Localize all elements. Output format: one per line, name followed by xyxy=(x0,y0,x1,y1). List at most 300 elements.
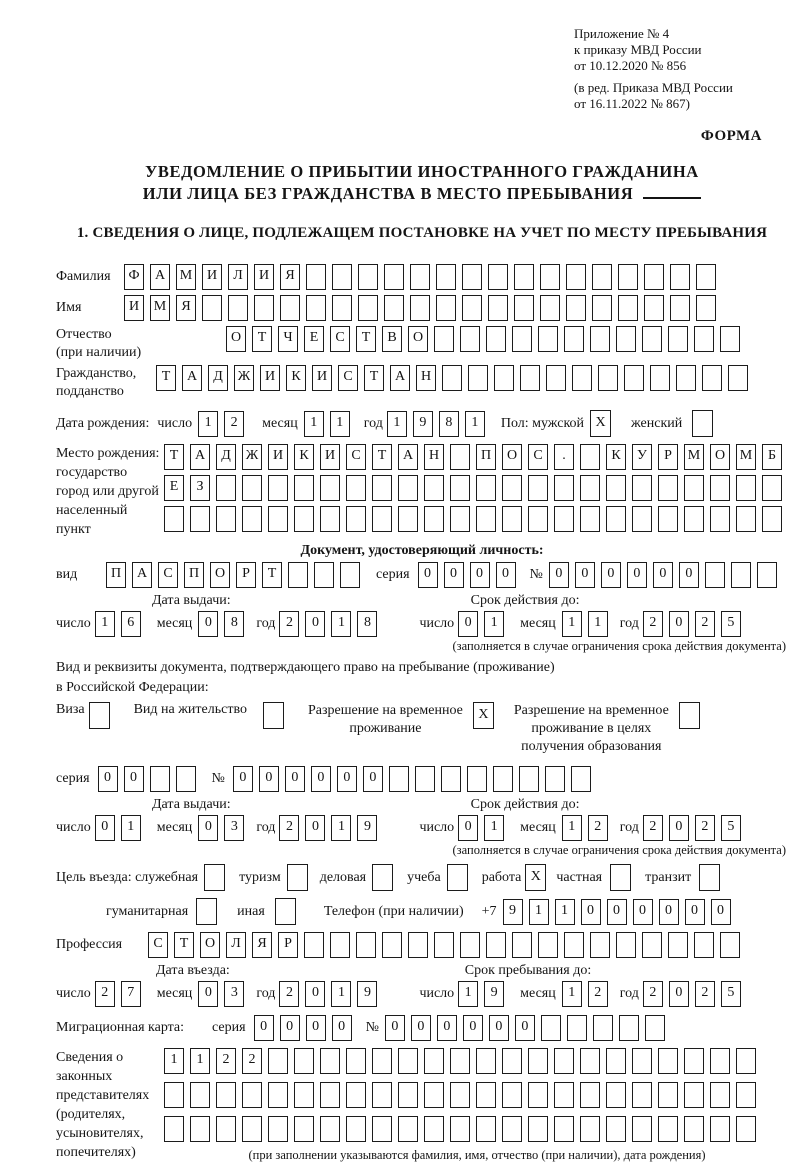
char-box[interactable] xyxy=(254,295,274,321)
char-box[interactable]: Т xyxy=(164,444,184,470)
char-box[interactable] xyxy=(592,295,612,321)
char-box[interactable] xyxy=(242,506,262,532)
char-box[interactable]: 9 xyxy=(357,815,377,841)
char-box[interactable]: 0 xyxy=(198,611,218,637)
char-box[interactable]: 9 xyxy=(484,981,504,1007)
char-box[interactable] xyxy=(294,475,314,501)
char-box[interactable] xyxy=(150,766,170,792)
purpose-transit-checkbox[interactable] xyxy=(699,864,720,891)
char-box[interactable] xyxy=(164,1082,184,1108)
purpose-private-checkbox[interactable] xyxy=(610,864,631,891)
char-box[interactable]: 2 xyxy=(695,981,715,1007)
char-box[interactable] xyxy=(592,264,612,290)
char-box[interactable] xyxy=(164,506,184,532)
char-box[interactable]: 0 xyxy=(496,562,516,588)
char-box[interactable] xyxy=(268,1116,288,1142)
char-box[interactable]: Я xyxy=(280,264,300,290)
char-box[interactable]: 0 xyxy=(337,766,357,792)
char-box[interactable] xyxy=(545,766,565,792)
char-box[interactable]: 1 xyxy=(562,611,582,637)
char-box[interactable]: 1 xyxy=(121,815,141,841)
char-box[interactable] xyxy=(320,506,340,532)
char-box[interactable] xyxy=(502,1116,522,1142)
char-box[interactable]: 8 xyxy=(357,611,377,637)
char-box[interactable]: 2 xyxy=(643,815,663,841)
char-box[interactable]: Л xyxy=(226,932,246,958)
char-box[interactable] xyxy=(320,1082,340,1108)
char-box[interactable]: 8 xyxy=(439,411,459,437)
char-box[interactable]: В xyxy=(382,326,402,352)
char-box[interactable]: 2 xyxy=(643,981,663,1007)
char-box[interactable] xyxy=(710,1082,730,1108)
char-box[interactable] xyxy=(564,932,584,958)
char-box[interactable] xyxy=(598,365,618,391)
char-box[interactable]: 1 xyxy=(164,1048,184,1074)
female-checkbox[interactable] xyxy=(692,410,713,437)
char-box[interactable]: М xyxy=(176,264,196,290)
char-box[interactable] xyxy=(538,326,558,352)
char-box[interactable]: 5 xyxy=(721,611,741,637)
char-box[interactable]: А xyxy=(132,562,152,588)
char-box[interactable] xyxy=(670,264,690,290)
char-box[interactable] xyxy=(346,1116,366,1142)
char-box[interactable]: И xyxy=(254,264,274,290)
char-box[interactable]: 0 xyxy=(463,1015,483,1041)
char-box[interactable] xyxy=(164,1116,184,1142)
char-box[interactable]: 0 xyxy=(306,1015,326,1041)
char-box[interactable] xyxy=(736,506,756,532)
char-box[interactable] xyxy=(502,1082,522,1108)
char-box[interactable] xyxy=(216,475,236,501)
char-box[interactable]: 0 xyxy=(95,815,115,841)
char-box[interactable]: 0 xyxy=(385,1015,405,1041)
char-box[interactable]: 0 xyxy=(470,562,490,588)
char-box[interactable] xyxy=(606,1116,626,1142)
char-box[interactable] xyxy=(540,295,560,321)
char-box[interactable] xyxy=(540,264,560,290)
purpose-business-checkbox[interactable] xyxy=(372,864,393,891)
char-box[interactable]: Т xyxy=(356,326,376,352)
char-box[interactable]: 0 xyxy=(575,562,595,588)
char-box[interactable] xyxy=(616,326,636,352)
char-box[interactable]: 7 xyxy=(121,981,141,1007)
char-box[interactable]: 2 xyxy=(216,1048,236,1074)
char-box[interactable]: Я xyxy=(252,932,272,958)
char-box[interactable] xyxy=(372,475,392,501)
char-box[interactable] xyxy=(441,766,461,792)
char-box[interactable]: 0 xyxy=(254,1015,274,1041)
char-box[interactable] xyxy=(668,932,688,958)
char-box[interactable]: Р xyxy=(236,562,256,588)
char-box[interactable]: 1 xyxy=(304,411,324,437)
char-box[interactable]: 0 xyxy=(411,1015,431,1041)
char-box[interactable]: А xyxy=(390,365,410,391)
char-box[interactable]: 1 xyxy=(562,815,582,841)
char-box[interactable] xyxy=(294,1048,314,1074)
char-box[interactable] xyxy=(528,1048,548,1074)
char-box[interactable] xyxy=(720,326,740,352)
char-box[interactable]: У xyxy=(632,444,652,470)
char-box[interactable]: 0 xyxy=(669,815,689,841)
char-box[interactable]: 9 xyxy=(503,899,523,925)
char-box[interactable]: 1 xyxy=(331,981,351,1007)
char-box[interactable]: 0 xyxy=(285,766,305,792)
char-box[interactable] xyxy=(304,932,324,958)
char-box[interactable]: 1 xyxy=(588,611,608,637)
char-box[interactable] xyxy=(314,562,334,588)
char-box[interactable] xyxy=(702,365,722,391)
char-box[interactable] xyxy=(668,326,688,352)
char-box[interactable] xyxy=(710,1116,730,1142)
char-box[interactable]: 0 xyxy=(418,562,438,588)
char-box[interactable]: 2 xyxy=(695,611,715,637)
char-box[interactable] xyxy=(346,1082,366,1108)
char-box[interactable] xyxy=(190,1082,210,1108)
char-box[interactable] xyxy=(320,475,340,501)
char-box[interactable]: 2 xyxy=(279,611,299,637)
char-box[interactable] xyxy=(616,932,636,958)
char-box[interactable]: И xyxy=(320,444,340,470)
char-box[interactable]: 8 xyxy=(224,611,244,637)
char-box[interactable]: Н xyxy=(416,365,436,391)
char-box[interactable]: 9 xyxy=(357,981,377,1007)
char-box[interactable]: Л xyxy=(228,264,248,290)
char-box[interactable] xyxy=(528,475,548,501)
char-box[interactable]: 1 xyxy=(331,611,351,637)
char-box[interactable] xyxy=(728,365,748,391)
char-box[interactable] xyxy=(488,295,508,321)
char-box[interactable]: Н xyxy=(424,444,444,470)
char-box[interactable]: 1 xyxy=(484,611,504,637)
char-box[interactable] xyxy=(216,506,236,532)
char-box[interactable] xyxy=(606,1048,626,1074)
char-box[interactable]: 1 xyxy=(95,611,115,637)
char-box[interactable]: Ф xyxy=(124,264,144,290)
char-box[interactable]: А xyxy=(150,264,170,290)
char-box[interactable]: 0 xyxy=(305,815,325,841)
char-box[interactable] xyxy=(528,506,548,532)
char-box[interactable] xyxy=(624,365,644,391)
char-box[interactable]: Т xyxy=(252,326,272,352)
char-box[interactable]: 0 xyxy=(711,899,731,925)
char-box[interactable] xyxy=(228,295,248,321)
char-box[interactable] xyxy=(580,506,600,532)
char-box[interactable]: С xyxy=(158,562,178,588)
char-box[interactable]: 2 xyxy=(279,981,299,1007)
char-box[interactable] xyxy=(190,506,210,532)
char-box[interactable] xyxy=(606,1082,626,1108)
char-box[interactable] xyxy=(467,766,487,792)
char-box[interactable]: 0 xyxy=(489,1015,509,1041)
char-box[interactable] xyxy=(460,932,480,958)
char-box[interactable] xyxy=(486,932,506,958)
char-box[interactable] xyxy=(757,562,777,588)
char-box[interactable] xyxy=(216,1082,236,1108)
char-box[interactable] xyxy=(684,1116,704,1142)
char-box[interactable] xyxy=(644,295,664,321)
char-box[interactable]: 2 xyxy=(95,981,115,1007)
char-box[interactable]: 0 xyxy=(98,766,118,792)
char-box[interactable]: Б xyxy=(762,444,782,470)
char-box[interactable]: 0 xyxy=(280,1015,300,1041)
char-box[interactable] xyxy=(280,295,300,321)
char-box[interactable] xyxy=(642,326,662,352)
char-box[interactable] xyxy=(398,475,418,501)
char-box[interactable] xyxy=(572,365,592,391)
char-box[interactable] xyxy=(415,766,435,792)
char-box[interactable] xyxy=(476,1082,496,1108)
char-box[interactable] xyxy=(571,766,591,792)
char-box[interactable]: Т xyxy=(156,365,176,391)
char-box[interactable] xyxy=(450,444,470,470)
char-box[interactable] xyxy=(642,932,662,958)
char-box[interactable]: К xyxy=(286,365,306,391)
char-box[interactable] xyxy=(356,932,376,958)
char-box[interactable] xyxy=(731,562,751,588)
char-box[interactable] xyxy=(519,766,539,792)
char-box[interactable] xyxy=(398,1048,418,1074)
char-box[interactable]: 0 xyxy=(437,1015,457,1041)
char-box[interactable] xyxy=(436,295,456,321)
char-box[interactable] xyxy=(410,295,430,321)
char-box[interactable]: Д xyxy=(216,444,236,470)
char-box[interactable]: 0 xyxy=(311,766,331,792)
char-box[interactable] xyxy=(468,365,488,391)
char-box[interactable]: Ч xyxy=(278,326,298,352)
char-box[interactable] xyxy=(710,1048,730,1074)
char-box[interactable]: 0 xyxy=(363,766,383,792)
char-box[interactable] xyxy=(288,562,308,588)
char-box[interactable]: 6 xyxy=(121,611,141,637)
char-box[interactable] xyxy=(424,475,444,501)
char-box[interactable] xyxy=(242,1116,262,1142)
purpose-official-checkbox[interactable] xyxy=(204,864,225,891)
char-box[interactable] xyxy=(268,1048,288,1074)
char-box[interactable]: 0 xyxy=(633,899,653,925)
char-box[interactable] xyxy=(190,1116,210,1142)
char-box[interactable] xyxy=(590,932,610,958)
char-box[interactable] xyxy=(696,264,716,290)
char-box[interactable] xyxy=(332,264,352,290)
char-box[interactable] xyxy=(676,365,696,391)
char-box[interactable]: 0 xyxy=(305,981,325,1007)
char-box[interactable] xyxy=(358,295,378,321)
char-box[interactable]: Т xyxy=(174,932,194,958)
char-box[interactable] xyxy=(696,295,716,321)
char-box[interactable] xyxy=(658,1116,678,1142)
char-box[interactable]: К xyxy=(606,444,626,470)
char-box[interactable] xyxy=(450,475,470,501)
char-box[interactable] xyxy=(593,1015,613,1041)
char-box[interactable]: 0 xyxy=(549,562,569,588)
char-box[interactable]: Т xyxy=(262,562,282,588)
char-box[interactable] xyxy=(450,506,470,532)
char-box[interactable]: 0 xyxy=(259,766,279,792)
char-box[interactable] xyxy=(736,475,756,501)
char-box[interactable]: 0 xyxy=(198,981,218,1007)
char-box[interactable]: 0 xyxy=(444,562,464,588)
char-box[interactable]: Д xyxy=(208,365,228,391)
char-box[interactable] xyxy=(346,1048,366,1074)
char-box[interactable] xyxy=(554,1116,574,1142)
char-box[interactable]: 1 xyxy=(458,981,478,1007)
char-box[interactable] xyxy=(580,444,600,470)
char-box[interactable] xyxy=(632,1082,652,1108)
char-box[interactable]: А xyxy=(398,444,418,470)
char-box[interactable] xyxy=(372,506,392,532)
char-box[interactable]: . xyxy=(554,444,574,470)
char-box[interactable] xyxy=(632,1116,652,1142)
char-box[interactable] xyxy=(514,264,534,290)
char-box[interactable] xyxy=(580,1116,600,1142)
char-box[interactable]: 1 xyxy=(484,815,504,841)
char-box[interactable]: О xyxy=(502,444,522,470)
char-box[interactable] xyxy=(650,365,670,391)
char-box[interactable]: 1 xyxy=(529,899,549,925)
char-box[interactable] xyxy=(398,506,418,532)
char-box[interactable] xyxy=(372,1116,392,1142)
char-box[interactable] xyxy=(762,475,782,501)
char-box[interactable] xyxy=(512,326,532,352)
char-box[interactable] xyxy=(176,766,196,792)
char-box[interactable]: И xyxy=(202,264,222,290)
char-box[interactable] xyxy=(580,1048,600,1074)
char-box[interactable]: 2 xyxy=(242,1048,262,1074)
char-box[interactable] xyxy=(424,1082,444,1108)
char-box[interactable] xyxy=(520,365,540,391)
char-box[interactable] xyxy=(541,1015,561,1041)
char-box[interactable] xyxy=(384,295,404,321)
char-box[interactable]: П xyxy=(106,562,126,588)
char-box[interactable] xyxy=(268,506,288,532)
char-box[interactable]: М xyxy=(736,444,756,470)
purpose-humanitarian-checkbox[interactable] xyxy=(196,898,217,925)
purpose-study-checkbox[interactable] xyxy=(447,864,468,891)
char-box[interactable] xyxy=(476,506,496,532)
char-box[interactable] xyxy=(606,475,626,501)
char-box[interactable] xyxy=(684,506,704,532)
male-checkbox[interactable]: X xyxy=(590,410,611,437)
char-box[interactable] xyxy=(538,932,558,958)
char-box[interactable]: Р xyxy=(658,444,678,470)
char-box[interactable] xyxy=(566,264,586,290)
char-box[interactable]: Е xyxy=(164,475,184,501)
char-box[interactable]: Т xyxy=(372,444,392,470)
char-box[interactable]: 0 xyxy=(581,899,601,925)
char-box[interactable] xyxy=(736,1048,756,1074)
char-box[interactable] xyxy=(434,932,454,958)
char-box[interactable] xyxy=(670,295,690,321)
char-box[interactable] xyxy=(546,365,566,391)
char-box[interactable]: 2 xyxy=(588,981,608,1007)
char-box[interactable] xyxy=(268,475,288,501)
char-box[interactable]: П xyxy=(184,562,204,588)
char-box[interactable]: 2 xyxy=(224,411,244,437)
char-box[interactable] xyxy=(462,264,482,290)
char-box[interactable] xyxy=(476,475,496,501)
char-box[interactable]: Ж xyxy=(242,444,262,470)
char-box[interactable]: 0 xyxy=(198,815,218,841)
char-box[interactable] xyxy=(632,1048,652,1074)
char-box[interactable] xyxy=(332,295,352,321)
char-box[interactable] xyxy=(554,475,574,501)
char-box[interactable]: С xyxy=(338,365,358,391)
purpose-other-checkbox[interactable] xyxy=(275,898,296,925)
char-box[interactable] xyxy=(450,1116,470,1142)
char-box[interactable] xyxy=(567,1015,587,1041)
char-box[interactable] xyxy=(606,506,626,532)
char-box[interactable]: З xyxy=(190,475,210,501)
char-box[interactable] xyxy=(450,1082,470,1108)
char-box[interactable] xyxy=(554,1048,574,1074)
char-box[interactable] xyxy=(436,264,456,290)
char-box[interactable]: 9 xyxy=(413,411,433,437)
char-box[interactable]: 0 xyxy=(679,562,699,588)
char-box[interactable]: С xyxy=(148,932,168,958)
char-box[interactable] xyxy=(488,264,508,290)
char-box[interactable] xyxy=(684,475,704,501)
char-box[interactable]: К xyxy=(294,444,314,470)
char-box[interactable] xyxy=(202,295,222,321)
char-box[interactable]: О xyxy=(200,932,220,958)
char-box[interactable] xyxy=(486,326,506,352)
char-box[interactable] xyxy=(268,1082,288,1108)
char-box[interactable] xyxy=(644,264,664,290)
char-box[interactable] xyxy=(398,1116,418,1142)
char-box[interactable]: 0 xyxy=(669,611,689,637)
char-box[interactable] xyxy=(684,1082,704,1108)
char-box[interactable]: Я xyxy=(176,295,196,321)
char-box[interactable] xyxy=(514,295,534,321)
char-box[interactable]: И xyxy=(124,295,144,321)
char-box[interactable]: 0 xyxy=(458,815,478,841)
char-box[interactable] xyxy=(424,506,444,532)
char-box[interactable] xyxy=(294,1082,314,1108)
char-box[interactable]: И xyxy=(260,365,280,391)
char-box[interactable] xyxy=(442,365,462,391)
char-box[interactable]: 1 xyxy=(387,411,407,437)
char-box[interactable] xyxy=(694,326,714,352)
char-box[interactable]: 3 xyxy=(224,815,244,841)
char-box[interactable]: 0 xyxy=(458,611,478,637)
char-box[interactable] xyxy=(493,766,513,792)
char-box[interactable]: 2 xyxy=(643,611,663,637)
char-box[interactable] xyxy=(320,1048,340,1074)
char-box[interactable] xyxy=(554,506,574,532)
char-box[interactable] xyxy=(294,1116,314,1142)
char-box[interactable]: Р xyxy=(278,932,298,958)
char-box[interactable]: С xyxy=(346,444,366,470)
char-box[interactable]: 0 xyxy=(627,562,647,588)
temp-residence-edu-checkbox[interactable] xyxy=(679,702,700,729)
char-box[interactable] xyxy=(762,506,782,532)
char-box[interactable]: 2 xyxy=(588,815,608,841)
char-box[interactable]: П xyxy=(476,444,496,470)
char-box[interactable] xyxy=(580,475,600,501)
char-box[interactable]: 5 xyxy=(721,981,741,1007)
char-box[interactable]: 2 xyxy=(279,815,299,841)
char-box[interactable] xyxy=(242,475,262,501)
char-box[interactable] xyxy=(580,1082,600,1108)
char-box[interactable] xyxy=(306,264,326,290)
char-box[interactable] xyxy=(590,326,610,352)
char-box[interactable] xyxy=(494,365,514,391)
char-box[interactable]: О xyxy=(710,444,730,470)
char-box[interactable] xyxy=(462,295,482,321)
char-box[interactable]: Т xyxy=(364,365,384,391)
char-box[interactable] xyxy=(389,766,409,792)
temp-residence-checkbox[interactable]: X xyxy=(473,702,494,729)
